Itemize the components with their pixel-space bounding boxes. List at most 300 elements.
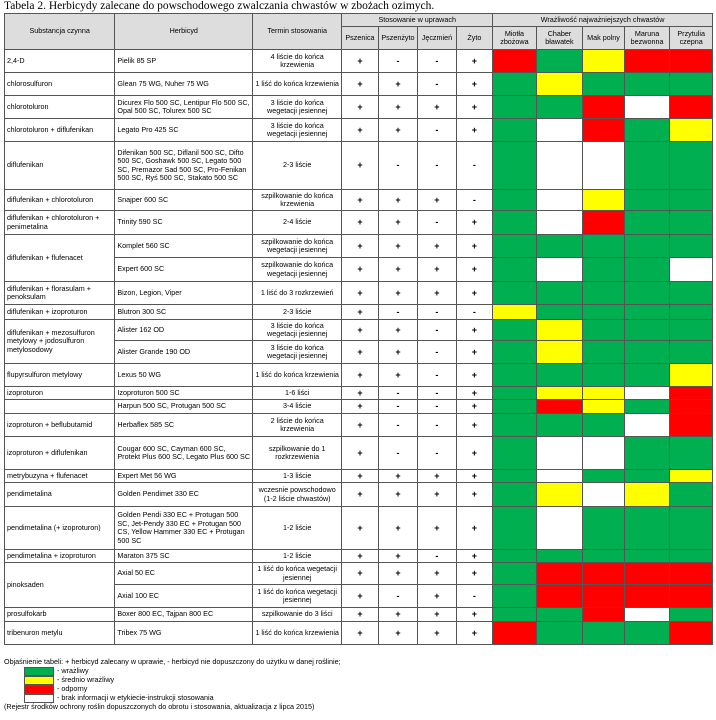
- substance-cell: metrybuzyna + flufenacet: [5, 470, 115, 483]
- usage-cell: +: [342, 400, 378, 414]
- usage-cell: -: [456, 190, 492, 211]
- term-cell: 2-3 liście: [253, 142, 342, 190]
- header-crop-2: Jęczmień: [418, 27, 456, 50]
- sensitivity-cell: [536, 96, 583, 119]
- usage-cell: +: [378, 73, 417, 96]
- table-title: Tabela 2. Herbicydy zalecane do powschodowego zwalczania chwastów w zbożach ozimych.: [4, 0, 435, 12]
- header-crop-3: Żyto: [456, 27, 492, 50]
- usage-cell: +: [378, 282, 417, 305]
- sensitivity-cell: [624, 563, 670, 585]
- sensitivity-cell: [583, 387, 625, 400]
- herbicide-cell: Expert 600 SC: [115, 258, 253, 282]
- sensitivity-cell: [670, 50, 713, 73]
- usage-cell: +: [342, 608, 378, 622]
- herbicide-cell: Axial 100 EC: [115, 585, 253, 608]
- table-row: [5, 190, 713, 211]
- herbicide-cell: Golden Pendi 330 EC + Protugan 500 SC, Jet-Pendy 330 EC + Protugan 500 CS, Yellow Hammer 330 EC + Protugan 500 SC: [115, 507, 253, 550]
- term-cell: 1-3 liście: [253, 470, 342, 483]
- usage-cell: +: [378, 622, 417, 645]
- sensitivity-cell: [493, 211, 537, 235]
- sensitivity-cell: [670, 305, 713, 320]
- usage-cell: +: [418, 282, 456, 305]
- usage-cell: -: [378, 414, 417, 437]
- sensitivity-cell: [583, 563, 625, 585]
- term-cell: 3 liście do końca wegetacji jesiennej: [253, 96, 342, 119]
- table-row: [5, 320, 713, 341]
- term-cell: 3-4 liście: [253, 400, 342, 414]
- sensitivity-cell: [583, 507, 625, 550]
- sensitivity-cell: [536, 470, 583, 483]
- sensitivity-cell: [493, 483, 537, 507]
- sensitivity-cell: [583, 73, 625, 96]
- usage-cell: -: [418, 211, 456, 235]
- legend-source: (Rejestr środków ochrony roślin dopuszczonych do obrotu i stosowania, aktualizacja z lipca 2015): [4, 701, 315, 711]
- substance-cell: pendimetalina + izoproturon: [5, 550, 115, 563]
- usage-cell: +: [418, 608, 456, 622]
- sensitivity-cell: [536, 437, 583, 470]
- term-cell: 1 liść do końca krzewienia: [253, 622, 342, 645]
- herbicide-cell: Maraton 375 SC: [115, 550, 253, 563]
- term-cell: 1 liść do końca wegetacji jesiennej: [253, 563, 342, 585]
- herbicide-cell: Difenikan 500 SC, Diflanil 500 SC, Difto 500 SC, Goshawk 500 SC, Legato 500 SC, Premazor Sad 500 SC, Pro-Fenikan 500 SC, Ryś 500 SC, Stakato 500 SC: [115, 142, 253, 190]
- herbicide-cell: Dicurex Flo 500 SC, Lentipur Flo 500 SC, Opal 500 SC, Tolurex 500 SC: [115, 96, 253, 119]
- usage-cell: +: [418, 96, 456, 119]
- substance-cell: pendimetalina (+ izoproturon): [5, 507, 115, 550]
- usage-cell: +: [418, 507, 456, 550]
- usage-cell: +: [456, 483, 492, 507]
- usage-cell: +: [378, 119, 417, 142]
- table-row: [5, 235, 713, 258]
- usage-cell: +: [456, 50, 492, 73]
- usage-cell: -: [456, 142, 492, 190]
- sensitivity-cell: [493, 50, 537, 73]
- header-weed-0: Miotła zbożowa: [493, 27, 537, 50]
- herbicide-cell: Golden Pendimet 330 EC: [115, 483, 253, 507]
- term-cell: 1-2 liście: [253, 550, 342, 563]
- herbicide-cell: Snajper 600 SC: [115, 190, 253, 211]
- usage-cell: -: [418, 341, 456, 364]
- sensitivity-cell: [583, 470, 625, 483]
- substance-cell: [5, 400, 115, 414]
- sensitivity-cell: [583, 622, 625, 645]
- sensitivity-cell: [536, 73, 583, 96]
- legend-label: - wrażliwy: [57, 665, 89, 675]
- usage-cell: +: [456, 73, 492, 96]
- sensitivity-cell: [536, 258, 583, 282]
- usage-cell: +: [456, 387, 492, 400]
- sensitivity-cell: [624, 190, 670, 211]
- usage-cell: -: [378, 387, 417, 400]
- sensitivity-cell: [583, 414, 625, 437]
- sensitivity-cell: [624, 341, 670, 364]
- usage-cell: +: [456, 96, 492, 119]
- usage-cell: +: [418, 563, 456, 585]
- usage-cell: +: [378, 211, 417, 235]
- usage-cell: +: [456, 550, 492, 563]
- usage-cell: +: [342, 437, 378, 470]
- usage-cell: +: [456, 341, 492, 364]
- substance-cell: diflufenikan + mezosulfuron metylowy + jodosulfuron metylosodowy: [5, 320, 115, 364]
- usage-cell: -: [378, 400, 417, 414]
- sensitivity-cell: [536, 119, 583, 142]
- sensitivity-cell: [670, 364, 713, 387]
- sensitivity-cell: [583, 341, 625, 364]
- usage-cell: -: [418, 387, 456, 400]
- usage-cell: +: [456, 282, 492, 305]
- legend-swatch: [24, 685, 54, 694]
- sensitivity-cell: [536, 305, 583, 320]
- table-row: [5, 400, 713, 414]
- sensitivity-cell: [493, 414, 537, 437]
- sensitivity-cell: [536, 608, 583, 622]
- substance-cell: chlorotoluron + diflufenikan: [5, 119, 115, 142]
- sensitivity-cell: [670, 341, 713, 364]
- header-weed-3: Maruna bezwonna: [624, 27, 670, 50]
- sensitivity-cell: [536, 341, 583, 364]
- sensitivity-cell: [624, 258, 670, 282]
- table-row: [5, 414, 713, 437]
- sensitivity-cell: [493, 142, 537, 190]
- sensitivity-cell: [624, 96, 670, 119]
- usage-cell: +: [456, 119, 492, 142]
- sensitivity-cell: [493, 235, 537, 258]
- sensitivity-cell: [624, 320, 670, 341]
- usage-cell: +: [456, 400, 492, 414]
- herbicide-cell: Blutron 300 SC: [115, 305, 253, 320]
- usage-cell: -: [418, 119, 456, 142]
- usage-cell: +: [378, 320, 417, 341]
- sensitivity-cell: [670, 414, 713, 437]
- sensitivity-cell: [624, 507, 670, 550]
- sensitivity-cell: [583, 305, 625, 320]
- usage-cell: +: [342, 414, 378, 437]
- usage-cell: +: [342, 258, 378, 282]
- herbicide-table: [4, 13, 713, 645]
- sensitivity-cell: [670, 470, 713, 483]
- herbicide-cell: Axial 50 EC: [115, 563, 253, 585]
- usage-cell: +: [456, 470, 492, 483]
- sensitivity-cell: [583, 320, 625, 341]
- usage-cell: -: [456, 305, 492, 320]
- usage-cell: +: [418, 622, 456, 645]
- sensitivity-cell: [493, 563, 537, 585]
- sensitivity-cell: [670, 400, 713, 414]
- usage-cell: -: [418, 73, 456, 96]
- usage-cell: +: [456, 563, 492, 585]
- sensitivity-cell: [583, 483, 625, 507]
- table-row: [5, 50, 713, 73]
- sensitivity-cell: [670, 483, 713, 507]
- sensitivity-cell: [583, 119, 625, 142]
- herbicide-cell: Harpun 500 SC, Protugan 500 SC: [115, 400, 253, 414]
- legend: [4, 658, 704, 711]
- sensitivity-cell: [493, 282, 537, 305]
- table-row: [5, 282, 713, 305]
- sensitivity-cell: [624, 622, 670, 645]
- sensitivity-cell: [536, 282, 583, 305]
- sensitivity-cell: [493, 622, 537, 645]
- sensitivity-cell: [493, 550, 537, 563]
- sensitivity-cell: [670, 550, 713, 563]
- usage-cell: -: [456, 585, 492, 608]
- sensitivity-cell: [583, 142, 625, 190]
- term-cell: 1 liść do 3 rozkrzewień: [253, 282, 342, 305]
- table-row: [5, 622, 713, 645]
- usage-cell: +: [456, 622, 492, 645]
- sensitivity-cell: [624, 142, 670, 190]
- table-row: [5, 507, 713, 550]
- usage-cell: -: [418, 142, 456, 190]
- sensitivity-cell: [536, 387, 583, 400]
- sensitivity-cell: [670, 96, 713, 119]
- table-row: [5, 483, 713, 507]
- usage-cell: +: [342, 585, 378, 608]
- sensitivity-cell: [583, 282, 625, 305]
- usage-cell: +: [342, 550, 378, 563]
- substance-cell: diflufenikan + florasulam + penoksulam: [5, 282, 115, 305]
- table-row: [5, 550, 713, 563]
- sensitivity-cell: [583, 258, 625, 282]
- sensitivity-cell: [536, 483, 583, 507]
- term-cell: 2-4 liście: [253, 211, 342, 235]
- usage-cell: +: [342, 211, 378, 235]
- usage-cell: -: [378, 142, 417, 190]
- header-sensitivity-group: Wrażliwość najważniejszych chwastów: [493, 14, 713, 27]
- usage-cell: +: [378, 608, 417, 622]
- usage-cell: -: [418, 437, 456, 470]
- usage-cell: +: [418, 585, 456, 608]
- usage-cell: +: [378, 470, 417, 483]
- usage-cell: +: [456, 211, 492, 235]
- term-cell: 1 liść do końca krzewienia: [253, 364, 342, 387]
- legend-swatch: [24, 667, 54, 676]
- legend-swatch: [24, 676, 54, 685]
- usage-cell: +: [378, 507, 417, 550]
- sensitivity-cell: [670, 320, 713, 341]
- sensitivity-cell: [493, 387, 537, 400]
- legend-label: - średnio wrażliwy: [57, 674, 115, 684]
- sensitivity-cell: [536, 50, 583, 73]
- usage-cell: -: [418, 364, 456, 387]
- sensitivity-cell: [624, 73, 670, 96]
- header-weed-4: Przytulia czepna: [670, 27, 713, 50]
- usage-cell: +: [342, 507, 378, 550]
- sensitivity-cell: [670, 235, 713, 258]
- table-row: [5, 73, 713, 96]
- usage-cell: +: [342, 235, 378, 258]
- usage-cell: +: [342, 320, 378, 341]
- usage-cell: +: [456, 608, 492, 622]
- sensitivity-cell: [624, 211, 670, 235]
- sensitivity-cell: [670, 142, 713, 190]
- substance-cell: chlorotoluron: [5, 96, 115, 119]
- sensitivity-cell: [493, 320, 537, 341]
- term-cell: szpilkowanie do 3 liści: [253, 608, 342, 622]
- usage-cell: +: [378, 258, 417, 282]
- usage-cell: +: [342, 282, 378, 305]
- sensitivity-cell: [493, 400, 537, 414]
- sensitivity-cell: [670, 211, 713, 235]
- sensitivity-cell: [624, 550, 670, 563]
- usage-cell: +: [418, 258, 456, 282]
- sensitivity-cell: [670, 387, 713, 400]
- sensitivity-cell: [670, 563, 713, 585]
- substance-cell: 2,4-D: [5, 50, 115, 73]
- table-row: [5, 470, 713, 483]
- sensitivity-cell: [583, 50, 625, 73]
- header-crop-0: Pszenica: [342, 27, 378, 50]
- usage-cell: +: [342, 341, 378, 364]
- sensitivity-cell: [493, 507, 537, 550]
- table-row: [5, 119, 713, 142]
- header-herbicide: Herbicyd: [115, 14, 253, 50]
- header-substance: Substancja czynna: [5, 14, 115, 50]
- sensitivity-cell: [583, 550, 625, 563]
- herbicide-cell: Tribex 75 WG: [115, 622, 253, 645]
- substance-cell: diflufenikan + izoproturon: [5, 305, 115, 320]
- usage-cell: +: [342, 96, 378, 119]
- sensitivity-cell: [670, 73, 713, 96]
- sensitivity-cell: [493, 585, 537, 608]
- herbicide-cell: Expert Met 56 WG: [115, 470, 253, 483]
- usage-cell: -: [418, 50, 456, 73]
- table-row: [5, 437, 713, 470]
- substance-cell: diflufenikan: [5, 142, 115, 190]
- usage-cell: +: [378, 235, 417, 258]
- usage-cell: +: [378, 563, 417, 585]
- substance-cell: diflufenikan + chlorotoluron + penimetalina: [5, 211, 115, 235]
- sensitivity-cell: [583, 364, 625, 387]
- substance-cell: diflufenikan + chlorotoluron: [5, 190, 115, 211]
- herbicide-cell: Pielik 85 SP: [115, 50, 253, 73]
- herbicide-cell: Trinity 590 SC: [115, 211, 253, 235]
- usage-cell: +: [342, 73, 378, 96]
- usage-cell: +: [456, 364, 492, 387]
- usage-cell: -: [378, 437, 417, 470]
- sensitivity-cell: [536, 190, 583, 211]
- herbicide-cell: Glean 75 WG, Nuher 75 WG: [115, 73, 253, 96]
- sensitivity-cell: [536, 400, 583, 414]
- substance-cell: diflufenikan + flufenacet: [5, 235, 115, 282]
- term-cell: szpilkowanie do 1 rozkrzewienia: [253, 437, 342, 470]
- legend-item: [4, 676, 704, 685]
- table-row: [5, 211, 713, 235]
- substance-cell: izoproturon + beflubutamid: [5, 414, 115, 437]
- sensitivity-cell: [670, 282, 713, 305]
- sensitivity-cell: [536, 414, 583, 437]
- sensitivity-cell: [624, 282, 670, 305]
- sensitivity-cell: [536, 563, 583, 585]
- table-row: [5, 364, 713, 387]
- sensitivity-cell: [624, 414, 670, 437]
- substance-cell: prosulfokarb: [5, 608, 115, 622]
- sensitivity-cell: [624, 387, 670, 400]
- usage-cell: +: [418, 190, 456, 211]
- sensitivity-cell: [493, 437, 537, 470]
- sensitivity-cell: [670, 119, 713, 142]
- table-row: [5, 96, 713, 119]
- sensitivity-cell: [493, 364, 537, 387]
- sensitivity-cell: [493, 96, 537, 119]
- usage-cell: +: [456, 235, 492, 258]
- header-crop-1: Pszenżyto: [378, 27, 417, 50]
- sensitivity-cell: [536, 364, 583, 387]
- herbicide-cell: Izoproturon 500 SC: [115, 387, 253, 400]
- term-cell: 4 liście do końca krzewienia: [253, 50, 342, 73]
- sensitivity-cell: [583, 400, 625, 414]
- header-term: Termin stosowania: [253, 14, 342, 50]
- substance-cell: izoproturon: [5, 387, 115, 400]
- sensitivity-cell: [670, 585, 713, 608]
- sensitivity-cell: [493, 305, 537, 320]
- sensitivity-cell: [493, 258, 537, 282]
- substance-cell: pendimetalina: [5, 483, 115, 507]
- term-cell: wczesnie powschodowo (1-2 liście chwastów): [253, 483, 342, 507]
- legend-intro: Objaśnienie tabeli: + herbicyd zalecany w uprawie, - herbicyd nie dopuszczony do użytku w danej roślinie;: [4, 657, 341, 666]
- usage-cell: +: [342, 470, 378, 483]
- usage-cell: -: [418, 414, 456, 437]
- sensitivity-cell: [583, 211, 625, 235]
- sensitivity-cell: [493, 190, 537, 211]
- usage-cell: +: [456, 437, 492, 470]
- usage-cell: +: [342, 142, 378, 190]
- usage-cell: +: [342, 622, 378, 645]
- usage-cell: +: [342, 563, 378, 585]
- sensitivity-cell: [624, 364, 670, 387]
- usage-cell: +: [456, 320, 492, 341]
- legend-label: - odporny: [57, 683, 88, 693]
- sensitivity-cell: [536, 235, 583, 258]
- substance-cell: izoproturon + diflufenikan: [5, 437, 115, 470]
- sensitivity-cell: [624, 470, 670, 483]
- legend-label: - brak informacji w etykiecie-instrukcji stosowania: [57, 692, 214, 702]
- usage-cell: -: [378, 50, 417, 73]
- header-weed-2: Mak polny: [583, 27, 625, 50]
- sensitivity-cell: [624, 483, 670, 507]
- term-cell: 1 liść do końca wegetacji jesiennej: [253, 585, 342, 608]
- term-cell: 3 liście do końca wegetacji jesiennej: [253, 119, 342, 142]
- term-cell: 2-3 liście: [253, 305, 342, 320]
- usage-cell: +: [342, 364, 378, 387]
- sensitivity-cell: [493, 119, 537, 142]
- herbicide-cell: Komplet 560 SC: [115, 235, 253, 258]
- substance-cell: flupyrsulfuron metylowy: [5, 364, 115, 387]
- sensitivity-cell: [536, 550, 583, 563]
- sensitivity-cell: [624, 305, 670, 320]
- usage-cell: -: [418, 400, 456, 414]
- usage-cell: +: [378, 550, 417, 563]
- usage-cell: +: [378, 96, 417, 119]
- term-cell: 1-2 liście: [253, 507, 342, 550]
- usage-cell: -: [378, 585, 417, 608]
- usage-cell: -: [378, 305, 417, 320]
- sensitivity-cell: [583, 96, 625, 119]
- header-usage-group: Stosowanie w uprawach: [342, 14, 493, 27]
- usage-cell: +: [378, 364, 417, 387]
- usage-cell: -: [418, 550, 456, 563]
- sensitivity-cell: [624, 235, 670, 258]
- term-cell: 3 liście do końca wegetacji jesiennej: [253, 341, 342, 364]
- sensitivity-cell: [670, 190, 713, 211]
- sensitivity-cell: [536, 507, 583, 550]
- herbicide-cell: Boxer 800 EC, Tajpan 800 EC: [115, 608, 253, 622]
- herbicide-cell: Legato Pro 425 SC: [115, 119, 253, 142]
- sensitivity-cell: [536, 622, 583, 645]
- sensitivity-cell: [624, 119, 670, 142]
- usage-cell: -: [418, 305, 456, 320]
- substance-cell: tribenuron metylu: [5, 622, 115, 645]
- sensitivity-cell: [670, 437, 713, 470]
